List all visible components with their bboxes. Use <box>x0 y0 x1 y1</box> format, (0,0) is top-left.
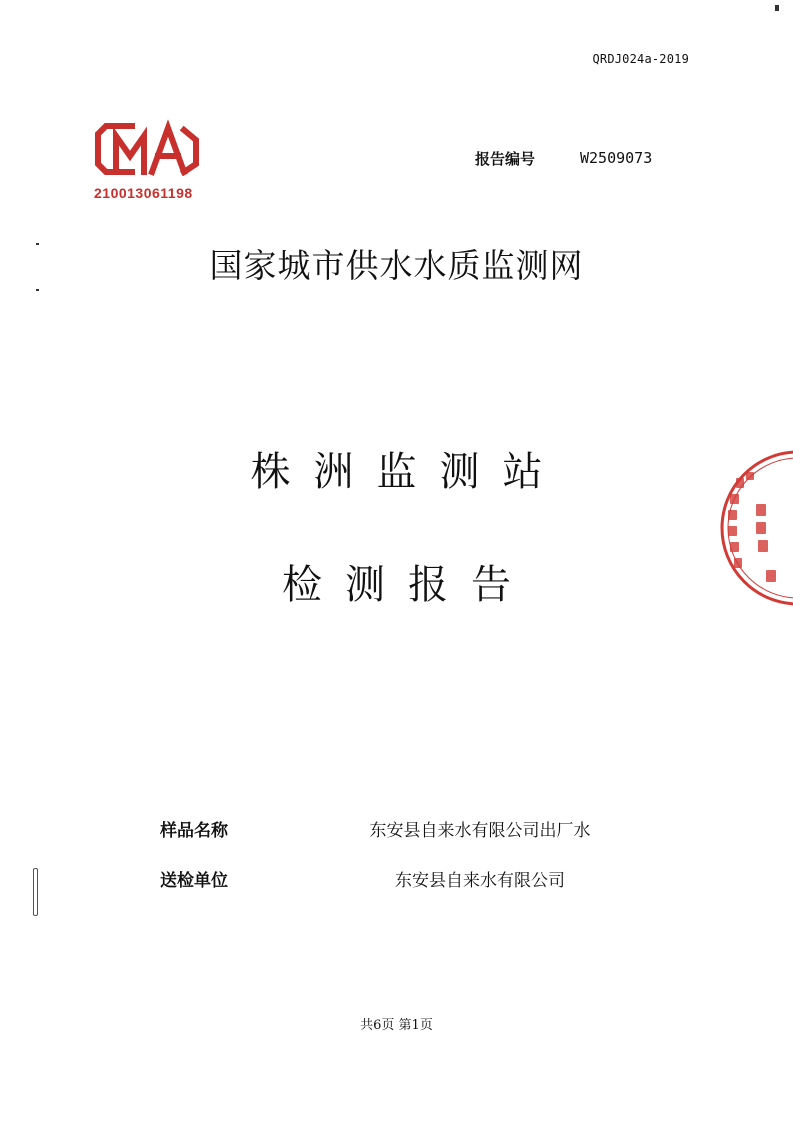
sample-name-label: 样品名称 <box>160 821 228 841</box>
sample-name-value: 东安县自来水有限公司出厂水 <box>369 821 591 841</box>
client-value: 东安县自来水有限公司 <box>395 871 565 891</box>
scan-mark-left-2 <box>36 289 39 291</box>
cma-logo <box>92 118 204 180</box>
official-seal-stamp <box>706 448 793 608</box>
document-code: QRDJ024a-2019 <box>592 52 689 66</box>
scan-mark-top-right <box>775 5 779 11</box>
network-title: 国家城市供水水质监测网 <box>209 246 584 285</box>
report-number: W2509073 <box>580 149 653 167</box>
station-title: 株洲监测站 <box>250 449 566 495</box>
page-number: 共6页 第1页 <box>360 1018 433 1033</box>
report-title: 检测报告 <box>282 562 534 608</box>
scan-mark-left-bracket <box>33 868 38 916</box>
client-label: 送检单位 <box>160 871 228 891</box>
cma-certificate-number: 210013061198 <box>94 185 193 201</box>
scan-mark-left-1 <box>36 243 39 245</box>
report-number-label: 报告编号 <box>475 150 536 168</box>
